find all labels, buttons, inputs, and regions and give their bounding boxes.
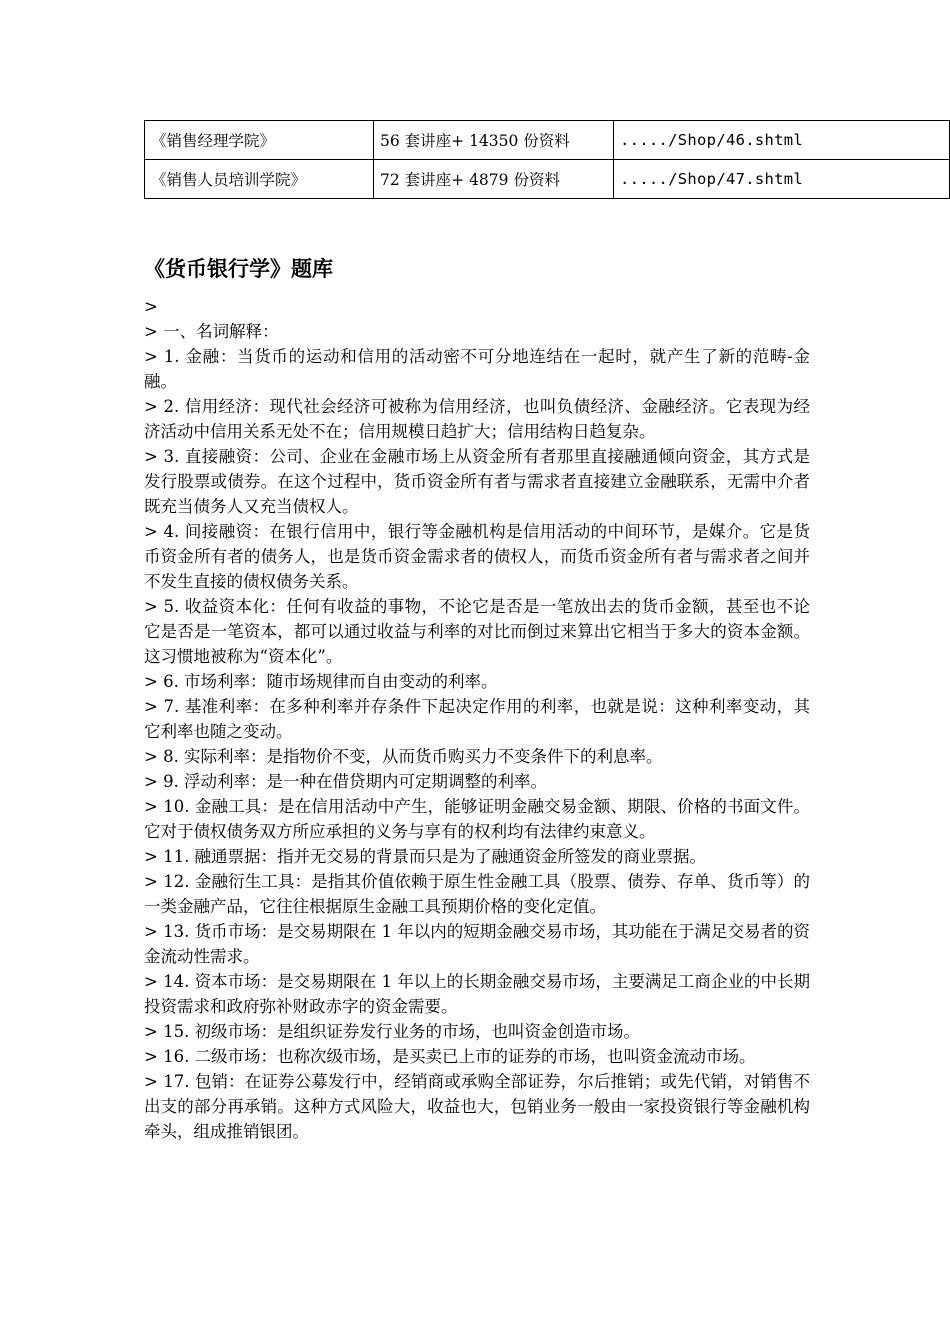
table-cell-course: 《销售经理学院》 (145, 121, 374, 160)
definition-item: > 3. 直接融资：公司、企业在金融市场上从资金所有者那里直接融通倾向资金，其方式是发行股票或债券。在这个过程中，货币资金所有者与需求者直接建立金融联系，无需中介者既充当债务人又充当债权人。 (144, 447, 810, 516)
definition-item: > 2. 信用经济：现代社会经济可被称为信用经济，也叫负债经济、金融经济。它表现为经济活动中信用关系无处不在；信用规模日趋扩大；信用结构日趋复杂。 (144, 397, 810, 441)
question-bank-content (144, 294, 810, 1144)
definition-item: > 7. 基准利率：在多种利率并存条件下起决定作用的利率，也就是说：这种利率变动，其它利率也随之变动。 (144, 697, 810, 741)
table-cell-link[interactable]: ...../Shop/47.shtml (614, 160, 950, 199)
text-line: > (144, 297, 158, 316)
definition-item: > 11. 融通票据：指并无交易的背景而只是为了融通资金所签发的商业票据。 (144, 847, 707, 866)
definition-item: > 8. 实际利率：是指物价不变，从而货币购买力不变条件下的利息率。 (144, 747, 663, 766)
definition-item: > 15. 初级市场：是组织证券发行业务的市场，也叫资金创造市场。 (144, 1022, 641, 1041)
table-cell-link[interactable]: ...../Shop/46.shtml (614, 121, 950, 160)
table-cell-course: 《销售人员培训学院》 (145, 160, 374, 199)
definition-item: > 17. 包销：在证券公募发行中，经销商或承购全部证券，尔后推销；或先代销，对销售不出支的部分再承销。这种方式风险大，收益也大，包销业务一般由一家投资银行等金融机构牵头，组成推销银团。 (144, 1072, 810, 1141)
definition-item: > 5. 收益资本化：任何有收益的事物，不论它是否是一笔放出去的货币金额，甚至也不论它是否是一笔资本，都可以通过收益与利率的对比而倒过来算出它相当于多大的资本金额。这习惯地被称为“资本化”。 (144, 597, 810, 666)
document-title: 《货币银行学》题库 (144, 257, 333, 281)
definition-item: > 4. 间接融资：在银行信用中，银行等金融机构是信用活动的中间环节，是媒介。它是货币资金所有者的债务人，也是货币资金需求者的债权人，而货币资金所有者与需求者之间并不发生直接的债权债务关系。 (144, 522, 810, 591)
definition-item: > 12. 金融衍生工具：是指其价值依赖于原生性金融工具（股票、债券、存单、货币等）的一类金融产品，它往往根据原生金融工具预期价格的变化定值。 (144, 872, 810, 916)
definition-item: > 16. 二级市场：也称次级市场，是买卖已上市的证券的市场，也叫资金流动市场。 (144, 1047, 756, 1066)
table-row (145, 160, 950, 199)
definition-item: > 6. 市场利率：随市场规律而自由变动的利率。 (144, 672, 498, 691)
definition-item: > 13. 货币市场：是交易期限在 1 年以内的短期金融交易市场，其功能在于满足交易者的资金流动性需求。 (144, 922, 810, 966)
table-cell-materials: 56 套讲座+ 14350 份资料 (374, 121, 614, 160)
section-heading: > 一、名词解释： (144, 322, 279, 341)
definition-item: > 9. 浮动利率：是一种在借贷期内可定期调整的利率。 (144, 772, 548, 791)
table-row (145, 121, 950, 160)
catalog-table (144, 120, 950, 199)
definition-item: > 1. 金融：当货币的运动和信用的活动密不可分地连结在一起时，就产生了新的范畴-金融。 (144, 347, 810, 391)
definition-item: > 10. 金融工具：是在信用活动中产生，能够证明金融交易金额、期限、价格的书面文件。它对于债权债务双方所应承担的义务与享有的权利均有法律约束意义。 (144, 797, 810, 841)
table-cell-materials: 72 套讲座+ 4879 份资料 (374, 160, 614, 199)
definition-item: > 14. 资本市场：是交易期限在 1 年以上的长期金融交易市场，主要满足工商企业的中长期投资需求和政府弥补财政赤字的资金需要。 (144, 972, 810, 1016)
